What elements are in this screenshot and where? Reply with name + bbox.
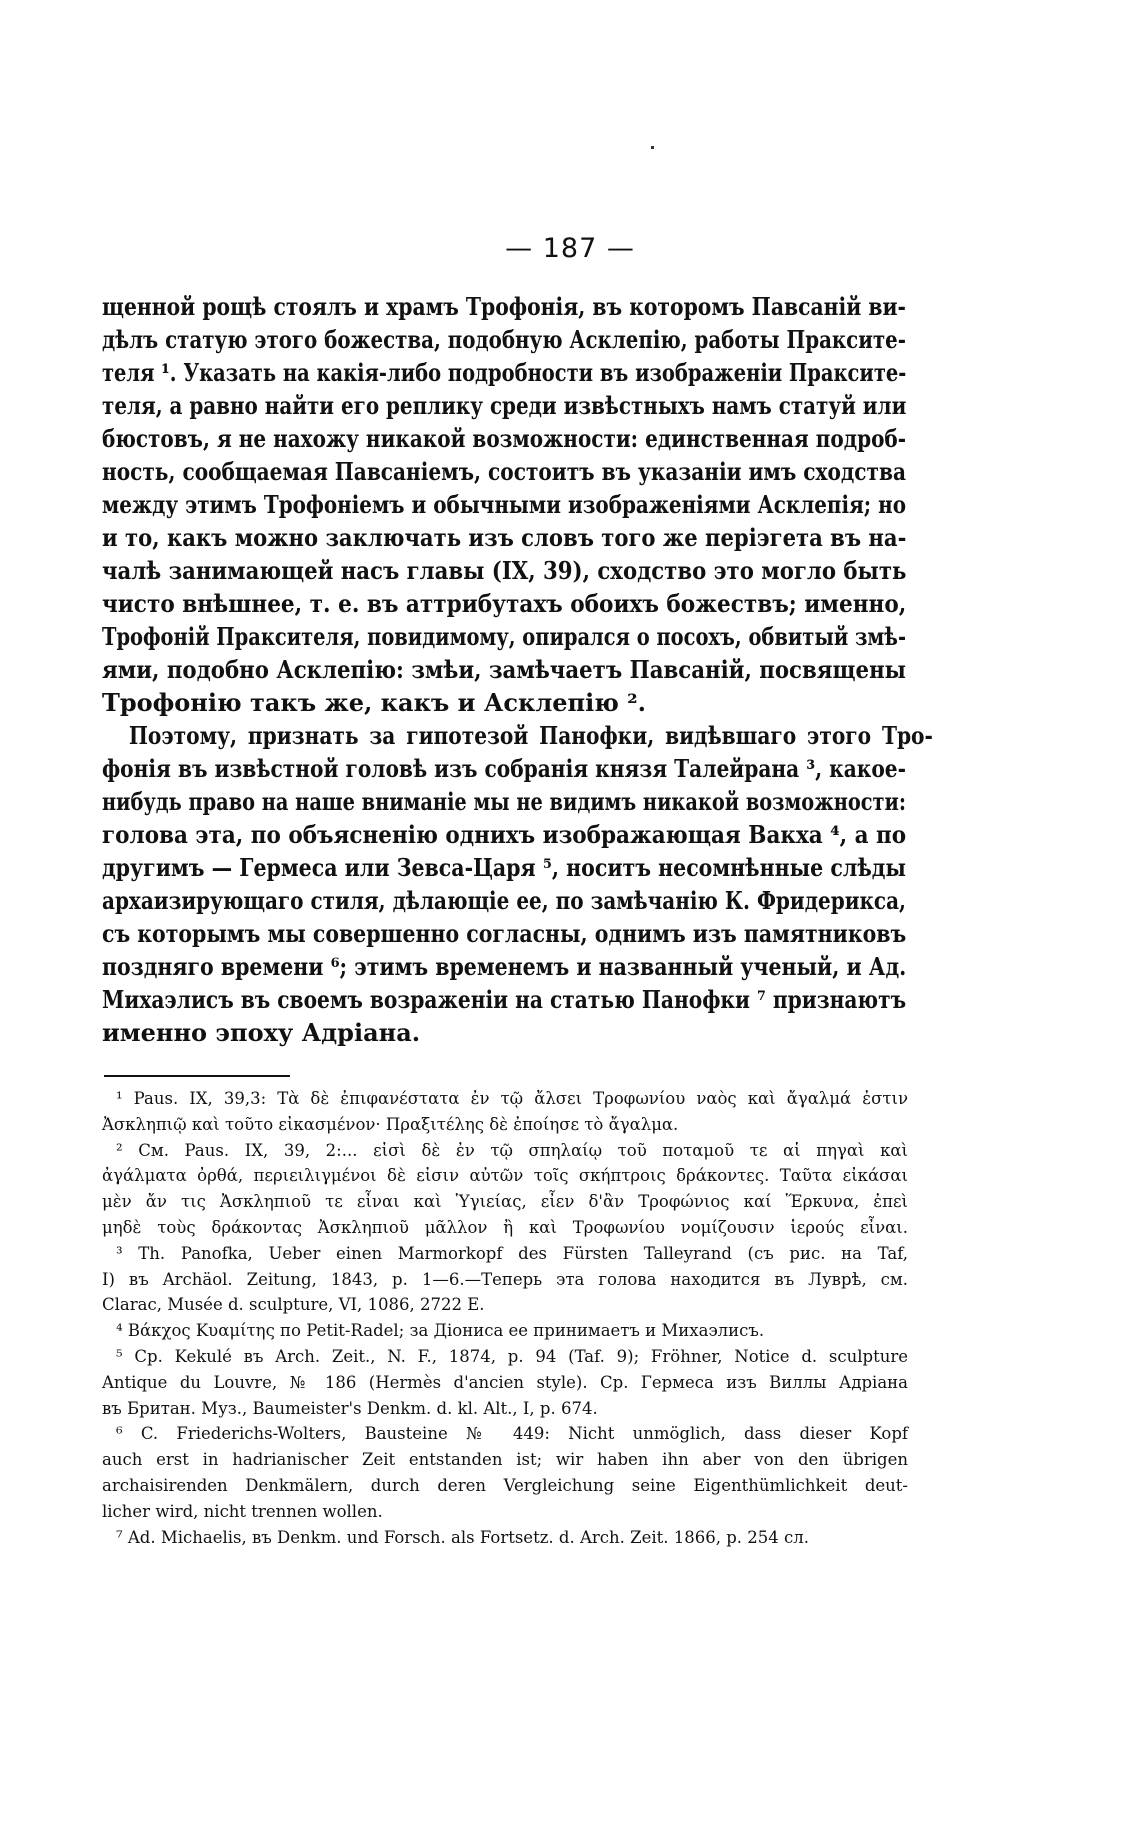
page-number: — 187 —	[505, 233, 635, 264]
footnote-line: ² См. Paus. IX, 39, 2:... εἰσὶ δὲ ἐν τῷ σπηλαίῳ τοῦ ποταμοῦ τε αἱ πηγαὶ καὶ	[116, 1140, 908, 1160]
footnote-line: Clarac, Musée d. sculpture, VI, 1086, 2722 E.	[102, 1295, 485, 1315]
footnote-line: ³ Th. Panofka, Ueber einen Marmorkopf des Fürsten Talleyrand (съ рис. на Taf,	[116, 1243, 908, 1263]
footnote-line: μὲν ἄν τις Ἀσκληπιοῦ τε εἶναι καὶ Ὑγιείας, εἶεν δ'ἂν Τροφώνιος καί Ἕρκυνα, ἐπεὶ	[102, 1192, 908, 1212]
text-line: Михаэлисъ въ своемъ возраженіи на статью Панофки ⁷ признаютъ	[102, 985, 907, 1014]
text-line: голова эта, по объясненію однихъ изображающая Вакха ⁴, а по	[102, 820, 907, 849]
text-line: Поэтому, признать за гипотезой Панофки, видѣвшаго этого Тро-	[128, 721, 933, 750]
text-line: чисто внѣшнее, т. е. въ аттрибутахъ обоихъ божествъ; именно,	[102, 589, 907, 618]
footnote-line: Antique du Louvre, № 186 (Hermès d'ancien style). Ср. Гермеса изъ Виллы Адріана	[102, 1372, 908, 1392]
text-line: щенной рощѣ стоялъ и храмъ Трофонія, въ которомъ Павсаній ви-	[102, 292, 906, 321]
text-line: Трофонію такъ же, какъ и Асклепію ².	[102, 688, 647, 717]
ink-speck	[651, 146, 654, 149]
footnote-line: ⁶ C. Friederichs-Wolters, Bausteine № 449: Nicht unmöglich, dass dieser Kopf	[116, 1424, 908, 1444]
footnotes-block	[102, 1086, 908, 1550]
text-line: ность, сообщаемая Павсаніемъ, состоитъ въ указаніи имъ сходства	[102, 457, 906, 486]
text-line: Трофоній Праксителя, повидимому, опирался о посохъ, обвитый змѣ-	[102, 622, 907, 651]
text-line: съ которымъ мы совершенно согласны, однимъ изъ памятниковъ	[102, 919, 907, 948]
text-line: нибудь право на наше вниманіе мы не видимъ никакой возможности:	[102, 787, 906, 816]
text-line: бюстовъ, я не нахожу никакой возможности: единственная подроб-	[102, 424, 907, 453]
text-line: дѣлъ статую этого божества, подобную Асклепію, работы Праксите-	[102, 325, 906, 354]
footnote-rule	[104, 1075, 290, 1077]
text-line: и то, какъ можно заключать изъ словъ того же періэгета въ на-	[102, 523, 907, 552]
footnote-line: archaisirenden Denkmälern, durch deren Vergleichung seine Eigenthümlichkeit deut-	[102, 1475, 908, 1495]
text-line: теля, а равно найти его реплику среди извѣстныхъ намъ статуй или	[102, 391, 907, 420]
footnote-line: ⁴ Βάκχος Κυαμίτης по Petit-Radel; за Діониса ее принимаетъ и Михаэлисъ.	[116, 1321, 765, 1341]
footnote-line: въ Британ. Муз., Baumeister's Denkm. d. kl. Alt., I, p. 674.	[102, 1398, 598, 1418]
text-line: другимъ — Гермеса или Зевса-Царя ⁵, носитъ несомнѣнные слѣды	[102, 853, 906, 882]
text-line: именно эпоху Адріана.	[102, 1018, 421, 1047]
text-line: теля ¹. Указать на какія-либо подробности въ изображеніи Праксите-	[102, 358, 907, 387]
footnote-line: auch erst in hadrianischer Zeit entstanden ist; wir haben ihn aber von den übrigen	[102, 1450, 908, 1470]
footnote-line: μηδὲ τοὺς δράκοντας Ἀσκληπιοῦ μᾶλλον ἢ καὶ Τροφωνίου νομίζουσιν ἱερούς εἶναι.	[102, 1217, 908, 1237]
footnote-line: ἀγάλματα ὀρθά, περιειλιγμένοι δὲ εἰσιν αὐτῶν τοῖς σκήπτροις δράκοντες. Ταῦτα εἰκάσαι	[102, 1166, 908, 1186]
text-line: архаизирующаго стиля, дѣлающіе ее, по замѣчанію К. Фридерикса,	[102, 886, 907, 915]
text-line: поздняго времени ⁶; этимъ временемъ и названный ученый, и Ад.	[102, 952, 907, 981]
footnote-line: ⁷ Ad. Michaelis, въ Denkm. und Forsch. als Fortsetz. d. Arch. Zeit. 1866, p. 254 сл.	[116, 1527, 809, 1547]
footnote-line: I) въ Archäol. Zeitung, 1843, p. 1—6.—Теперь эта голова находится въ Луврѣ, см.	[102, 1269, 908, 1289]
footnote-line: ⁵ Ср. Kekulé въ Arch. Zeit., N. F., 1874, p. 94 (Taf. 9); Fröhner, Notice d. sculpture	[116, 1346, 908, 1366]
footnote-line: licher wird, nicht trennen wollen.	[102, 1501, 383, 1521]
text-line: фонія въ извѣстной головѣ изъ собранія князя Талейрана ³, какое-	[102, 754, 906, 783]
text-line: ями, подобно Асклепію: змѣи, замѣчаетъ Павсаній, посвящены	[102, 655, 906, 684]
footnote-line: Ἀσκληπιῷ καὶ τοῦτο εἰκασμένον· Πραξιτέλης δὲ ἐποίησε τὸ ἄγαλμα.	[102, 1114, 679, 1134]
footnote-line: ¹ Paus. IX, 39,3: Τὰ δὲ ἐπιφανέστατα ἐν τῷ ἄλσει Τροφωνίου ναὸς καὶ ἄγαλμά ἐστιν	[116, 1089, 908, 1108]
main-text-block	[102, 290, 933, 1049]
text-line: между этимъ Трофоніемъ и обычными изображеніями Асклепія; но	[102, 490, 906, 519]
text-line: чалѣ занимающей насъ главы (IX, 39), сходство это могло быть	[102, 556, 907, 585]
